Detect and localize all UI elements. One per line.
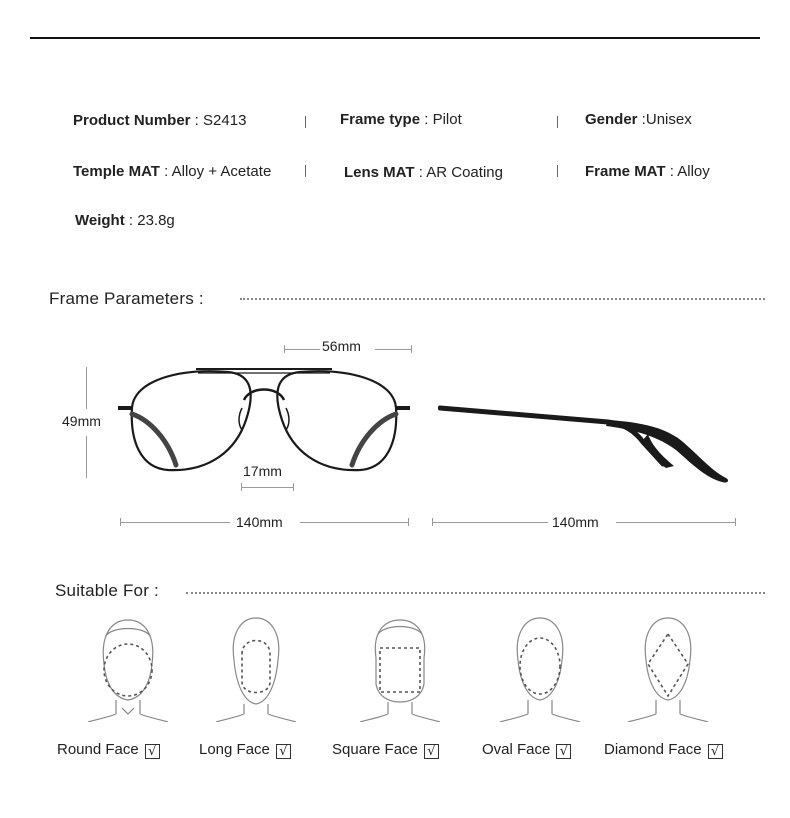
dim-line xyxy=(241,487,293,488)
spec-separator xyxy=(557,116,558,128)
spec-frame-mat: Frame MAT : Alloy xyxy=(585,163,710,180)
dim-line-vertical xyxy=(86,436,87,478)
checkbox-checked-icon: √ xyxy=(424,744,439,759)
dim-tick xyxy=(411,345,412,353)
face-label-oval: Oval Face √ xyxy=(482,741,571,759)
spec-separator xyxy=(305,116,306,128)
dim-line xyxy=(432,522,548,523)
lens-height-label: 49mm xyxy=(62,413,101,429)
spec-weight: Weight : 23.8g xyxy=(75,212,175,229)
dim-tick xyxy=(293,483,294,491)
bridge-width-label: 56mm xyxy=(322,338,361,354)
face-label-round: Round Face √ xyxy=(57,741,160,759)
checkbox-checked-icon: √ xyxy=(708,744,723,759)
spec-product-number: Product Number : S2413 xyxy=(73,112,247,129)
diamond-face-icon xyxy=(626,614,710,722)
spec-gender: Gender :Unisex xyxy=(585,111,692,128)
checkbox-checked-icon: √ xyxy=(556,744,571,759)
suitable-for-title: Suitable For : xyxy=(55,581,159,600)
spec-temple-mat: Temple MAT : Alloy + Acetate xyxy=(73,163,272,180)
dim-line xyxy=(375,349,411,350)
nose-width-label: 17mm xyxy=(243,463,282,479)
temple-length-label: 140mm xyxy=(552,514,599,530)
checkbox-checked-icon: √ xyxy=(145,744,160,759)
dim-line xyxy=(284,349,320,350)
oval-face-icon xyxy=(498,614,582,722)
glasses-side-icon xyxy=(438,402,738,492)
square-face-icon xyxy=(358,614,442,722)
dim-line xyxy=(120,522,230,523)
dim-tick xyxy=(408,518,409,526)
dim-tick xyxy=(284,345,285,353)
face-label-long: Long Face √ xyxy=(199,741,291,759)
dim-line-vertical xyxy=(86,367,87,409)
dim-tick xyxy=(241,483,242,491)
checkbox-checked-icon: √ xyxy=(276,744,291,759)
face-label-square: Square Face √ xyxy=(332,741,439,759)
spec-frame-type: Frame type : Pilot xyxy=(340,111,462,128)
long-face-icon xyxy=(214,614,298,722)
dim-line xyxy=(616,522,735,523)
frame-width-label: 140mm xyxy=(236,514,283,530)
spec-separator xyxy=(557,165,558,177)
frame-parameters-dotted-rule xyxy=(240,298,765,300)
spec-lens-mat: Lens MAT : AR Coating xyxy=(344,164,503,181)
round-face-icon xyxy=(86,614,170,722)
dim-line xyxy=(300,522,408,523)
frame-parameters-title: Frame Parameters : xyxy=(49,289,204,308)
suitable-for-dotted-rule xyxy=(186,592,765,594)
top-divider xyxy=(30,37,760,39)
spec-separator xyxy=(305,165,306,177)
dim-tick xyxy=(735,518,736,526)
face-label-diamond: Diamond Face √ xyxy=(604,741,723,759)
